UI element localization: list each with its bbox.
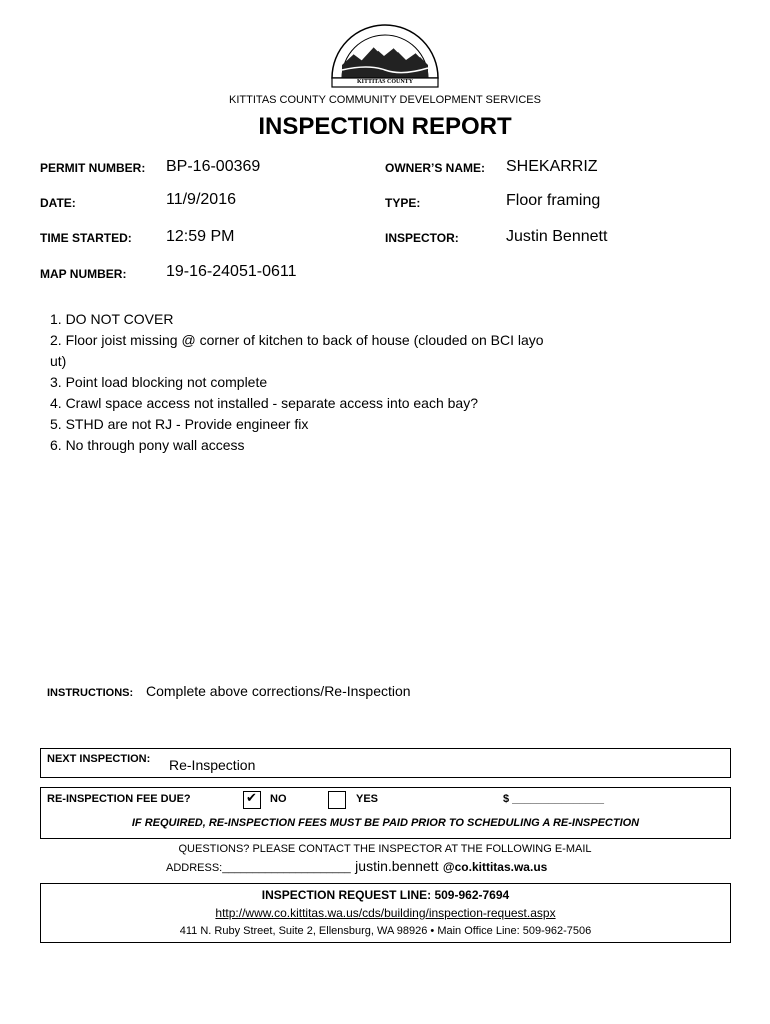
office-address: 411 N. Ruby Street, Suite 2, Ellensburg, WA 98926 • Main Office Line: 509-962-7506 — [179, 925, 592, 937]
next-inspection-value: Re-Inspection — [169, 757, 256, 773]
map-number-value: 19-16-24051-0611 — [166, 263, 297, 280]
note-line: 5. STHD are not RJ - Provide engineer fix — [50, 416, 309, 432]
contact-questions: QUESTIONS? PLEASE CONTACT THE INSPECTOR AT THE FOLLOWING E-MAIL — [178, 843, 592, 855]
department-name: KITTITAS COUNTY COMMUNITY DEVELOPMENT SERVICES — [229, 94, 541, 106]
request-url-link[interactable]: http://www.co.kittitas.wa.us/cds/building/inspection-request.aspx — [215, 906, 556, 920]
time-started-value: 12:59 PM — [166, 228, 235, 245]
inspector-email-user[interactable]: justin.bennett — [355, 858, 439, 874]
time-started-label: TIME STARTED: — [40, 231, 132, 245]
logo-text: KITTITAS COUNTY — [356, 79, 414, 85]
inspector-email-domain: @co.kittitas.wa.us — [442, 860, 548, 874]
fee-amount-field[interactable]: $ _______________ — [503, 793, 604, 805]
fee-yes-label: YES — [356, 793, 379, 805]
map-number-label: MAP NUMBER: — [40, 267, 127, 281]
date-value: 11/9/2016 — [166, 191, 236, 208]
note-line: 2. Floor joist missing @ corner of kitchen to back of house (clouded on BCI layo — [50, 332, 544, 348]
note-line: 1. DO NOT COVER — [50, 311, 174, 327]
type-label: TYPE: — [385, 196, 421, 210]
type-value: Floor framing — [506, 192, 601, 209]
note-line: 6. No through pony wall access — [50, 437, 245, 453]
inspection-request-box — [40, 883, 731, 943]
fee-no-checkbox[interactable] — [243, 791, 261, 809]
owner-name-label: OWNER’S NAME: — [385, 161, 485, 175]
inspector-value: Justin Bennett — [506, 228, 608, 245]
instructions-value: Complete above corrections/Re-Inspection — [146, 683, 411, 699]
note-line: 4. Crawl space access not installed - separate access into each bay? — [50, 395, 479, 411]
request-line: INSPECTION REQUEST LINE: 509-962-7694 — [261, 888, 510, 902]
reinspection-fee-box — [40, 787, 731, 839]
next-inspection-label: NEXT INSPECTION: — [47, 753, 151, 765]
permit-number-label: PERMIT NUMBER: — [40, 161, 146, 175]
fee-notice: IF REQUIRED, RE-INSPECTION FEES MUST BE PAID PRIOR TO SCHEDULING A RE-INSPECTION — [131, 817, 640, 829]
fee-no-label: NO — [270, 793, 287, 805]
page-title: INSPECTION REPORT — [258, 113, 512, 140]
address-label: ADDRESS:_____________________ — [166, 862, 351, 874]
note-line: ut) — [50, 353, 67, 369]
fee-due-label: RE-INSPECTION FEE DUE? — [47, 793, 191, 805]
check-mark-icon: ✔ — [246, 791, 257, 806]
inspector-label: INSPECTOR: — [385, 231, 459, 245]
fee-yes-checkbox[interactable] — [328, 791, 346, 809]
date-label: DATE: — [40, 196, 76, 210]
owner-name-value: SHEKARRIZ — [506, 158, 598, 175]
county-logo — [328, 20, 442, 90]
instructions-label: INSTRUCTIONS: — [47, 687, 134, 699]
inspection-notes — [50, 309, 610, 456]
contact-address — [166, 858, 547, 876]
next-inspection-box — [40, 748, 731, 778]
note-line: 3. Point load blocking not complete — [50, 374, 268, 390]
permit-number-value: BP-16-00369 — [166, 158, 261, 175]
